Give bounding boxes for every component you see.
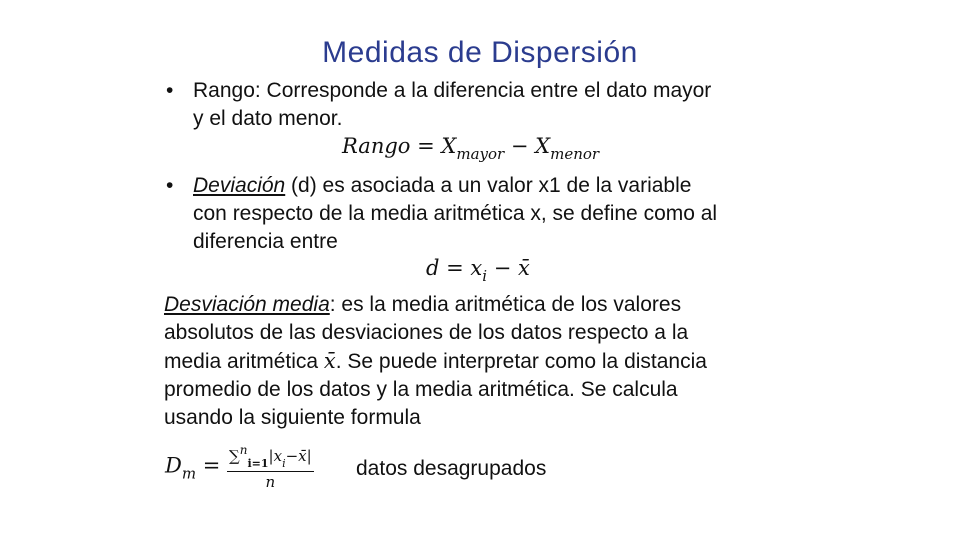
fraction-numerator (227, 443, 314, 472)
equation-rango (342, 134, 599, 163)
numerator-abs: |x (268, 447, 283, 465)
paragraph-line-post: . Se puede interpretar como la distancia (335, 350, 707, 373)
paragraph-line (164, 347, 824, 376)
term-deviacion: Deviación (193, 174, 286, 197)
eq-var: X (535, 134, 551, 158)
paragraph-desviacion-media (164, 291, 824, 432)
paragraph-line-rest: : es la media aritmética de los valores (329, 293, 682, 316)
eq-subscript: m (181, 464, 197, 483)
eq-lhs: d (426, 256, 440, 280)
bullet-symbol: • (166, 174, 174, 197)
bullet-deviacion (166, 172, 806, 256)
paragraph-line-pre: media aritmética (164, 350, 324, 373)
bullet-line (193, 172, 717, 200)
bullet-line: con respecto de la media aritmética x, se define como al (193, 202, 718, 225)
sum-upper: n (239, 443, 248, 457)
fraction-denominator: n (265, 473, 276, 491)
paragraph-line: absolutos de las desviaciones de los datos respecto a la (164, 321, 689, 344)
eq-minus: − (504, 134, 536, 158)
term-desviacion-media: Desviación media (164, 293, 330, 316)
eq-var: x (470, 256, 483, 280)
bullet-line: Rango: Corresponde a la diferencia entre el dato mayor (193, 79, 712, 102)
eq-xbar: x̄ (518, 256, 530, 280)
dm-fraction (227, 443, 314, 491)
numerator-rest: −x̄| (285, 447, 312, 465)
eq-minus: − (487, 256, 519, 280)
slide-title: Medidas de Dispersión (322, 36, 638, 69)
eq-subscript: i (482, 267, 488, 285)
eq-lhs: Rango (342, 134, 411, 158)
dm-note: datos desagrupados (356, 457, 547, 480)
paragraph-line: promedio de los datos y la media aritmética. Se calcula (164, 378, 678, 401)
bullet-symbol: • (166, 79, 174, 102)
bullet-line: y el dato menor. (193, 107, 343, 130)
sum-symbol: ∑ (229, 447, 240, 465)
equation-dm (165, 443, 314, 491)
bullet-line-rest: (d) es asociada a un valor x1 de la variable (285, 174, 692, 197)
bullet-rango (166, 77, 806, 133)
numerator-subscript: i (282, 457, 286, 470)
eq-equals: = (439, 256, 471, 280)
eq-subscript: menor (550, 145, 600, 163)
eq-lhs: D (165, 453, 182, 478)
bullet-text (193, 77, 711, 133)
paragraph-line (164, 291, 824, 319)
paragraph-line: usando la siguiente formula (164, 406, 421, 429)
inline-xbar: x̄ (323, 349, 336, 373)
eq-equals: = (196, 453, 228, 478)
bullet-line: diferencia entre (193, 230, 338, 253)
bullet-text (193, 172, 717, 256)
sum-lower: i=1 (247, 457, 269, 470)
eq-subscript: mayor (456, 145, 505, 163)
equation-deviation (426, 256, 530, 285)
eq-equals: = (410, 134, 442, 158)
eq-var: X (441, 134, 457, 158)
